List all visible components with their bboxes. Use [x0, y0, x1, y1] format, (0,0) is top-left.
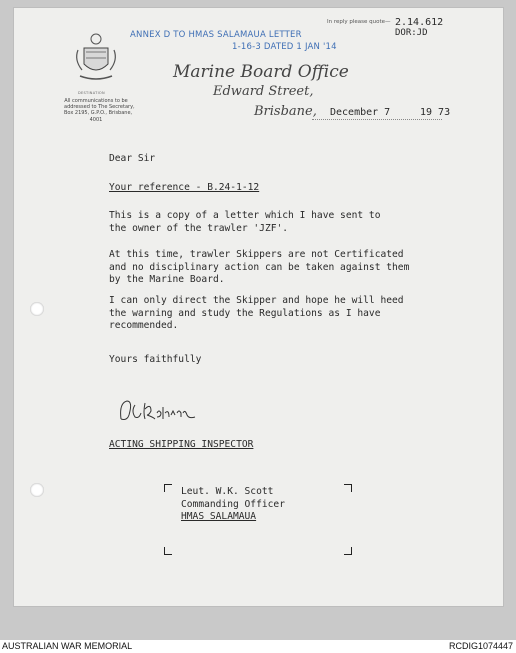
paragraph-line: the owner of the trawler 'JZF'.: [109, 222, 289, 234]
paragraph-line: This is a copy of a letter which I have sent to: [109, 210, 381, 221]
address-line: addressed to The Secretary,: [64, 104, 135, 111]
punch-hole-upper: [30, 302, 44, 316]
paragraph-1: [109, 210, 380, 235]
paragraph-line: At this time, trawler Skippers are not Certificated: [109, 249, 404, 260]
address-note: [64, 98, 135, 123]
date-rule: [312, 119, 442, 120]
file-reference-number: 2.14.612: [395, 17, 444, 28]
paragraph-line: the warning and study the Regulations as I have: [109, 307, 381, 319]
paragraph-line: by the Marine Board.: [109, 274, 225, 286]
reference-line: Your reference - B.24-1-12: [109, 182, 260, 193]
handwritten-annotation-line1: ANNEX D TO HMAS SALAMAUA LETTER: [130, 30, 302, 40]
paragraph-2: [109, 249, 409, 287]
paragraph-line: I can only direct the Skipper and hope he will heed: [109, 295, 404, 306]
address-window-corner-tl: [164, 484, 172, 492]
office-name: Marine Board Office: [173, 62, 349, 82]
salutation: Dear Sir: [109, 153, 156, 164]
punch-hole-lower: [30, 483, 44, 497]
footer-credit: AUSTRALIAN WAR MEMORIAL: [2, 641, 133, 651]
footer: [0, 640, 516, 653]
signature: [117, 397, 199, 425]
letter-date: December 7: [330, 107, 391, 118]
recipient-ship: HMAS SALAMAUA: [181, 511, 257, 523]
closing: Yours faithfully: [109, 354, 202, 365]
handwritten-annotation-line2: 1-16-3 DATED 1 JAN '14: [232, 42, 337, 52]
paragraph-3: [109, 295, 404, 333]
letter-year: 19 73: [420, 107, 451, 118]
address-window-corner-br: [344, 547, 352, 555]
footer-id: RCDIG1074447: [448, 641, 513, 651]
office-city: Brisbane,: [254, 104, 317, 119]
office-street: Edward Street,: [213, 84, 314, 99]
paragraph-line: recommended.: [109, 320, 179, 332]
recipient-name: Leut. W.K. Scott: [181, 486, 274, 497]
file-reference-code: DOR:JD: [395, 28, 428, 38]
paragraph-line: and no disciplinary action can be taken against them: [109, 261, 410, 273]
address-window-corner-bl: [164, 547, 172, 555]
address-line: Box 2195, G.P.O., Brisbane,: [64, 110, 133, 117]
crest-motto: DESTINATION: [78, 91, 105, 95]
queensland-crest-icon: [72, 30, 120, 90]
signatory-title: ACTING SHIPPING INSPECTOR: [109, 439, 254, 450]
recipient-rank: Commanding Officer: [181, 498, 285, 510]
reply-quote: In reply please quote—: [327, 19, 391, 25]
address-line: 4001: [89, 116, 103, 123]
recipient-block: [181, 486, 285, 524]
address-line: All communications to be: [64, 98, 128, 104]
address-window-corner-tr: [344, 484, 352, 492]
